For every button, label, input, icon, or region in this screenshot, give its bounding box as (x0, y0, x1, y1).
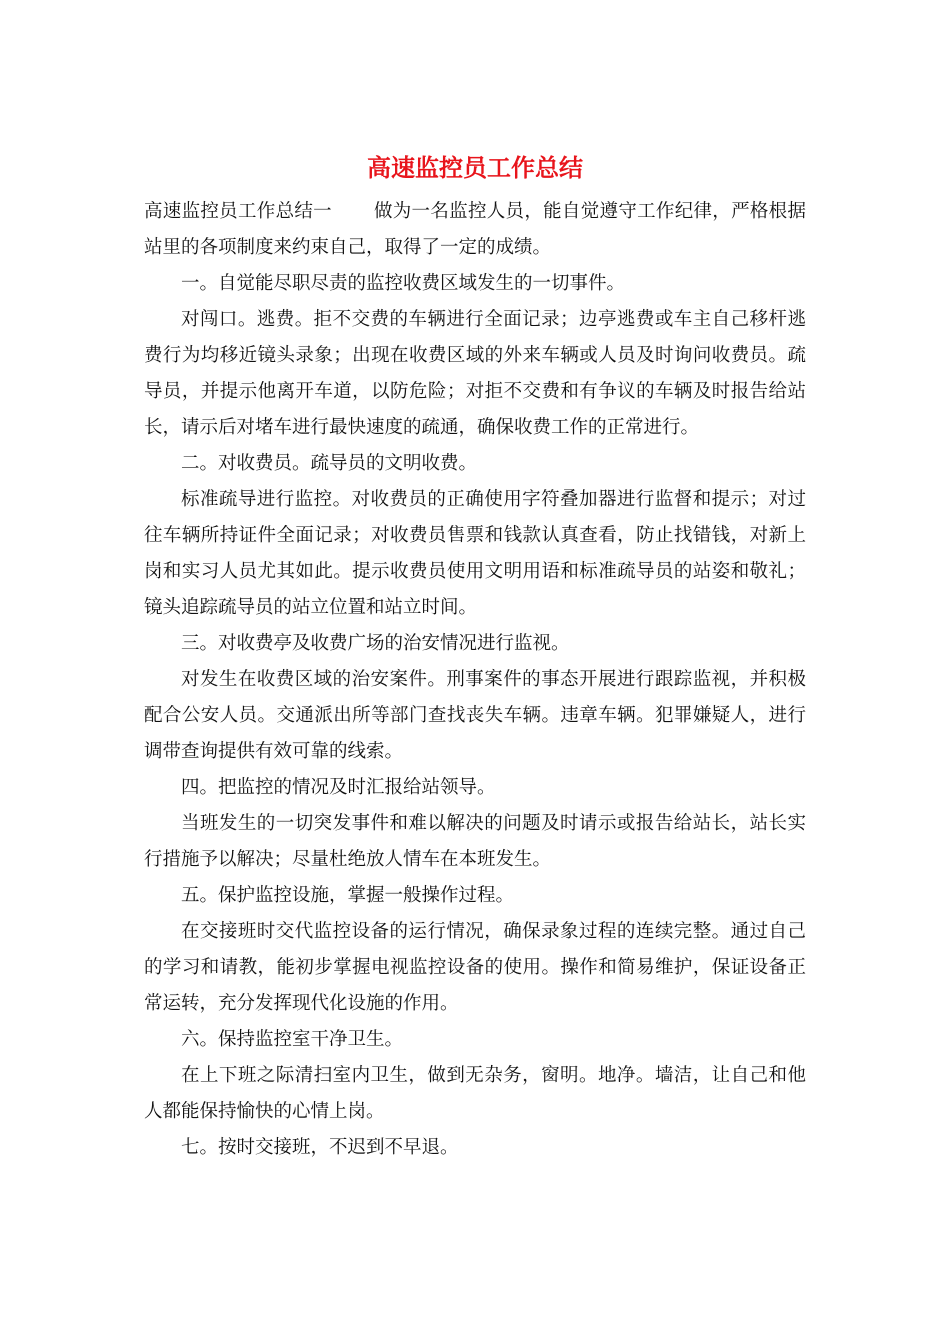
section-heading-4: 四。把监控的情况及时汇报给站领导。 (181, 777, 496, 798)
section-body-4: 当班发生的一切突发事件和难以解决的问题及时请示或报告给站长，站长实行措施予以解决；尽量杜绝放人情车在本班发生。 (144, 813, 806, 870)
section-body-3: 对发生在收费区域的治安案件。刑事案件的事态开展进行跟踪监视，并积极配合公安人员。交通派出所等部门查找丧失车辆。违章车辆。犯罪嫌疑人，进行调带查询提供有效可靠的线索。 (144, 669, 806, 762)
section-heading-2: 二。对收费员。疏导员的文明收费。 (181, 453, 478, 474)
intro-paragraph (144, 194, 806, 266)
section-heading-1: 一。自觉能尽职尽责的监控收费区域发生的一切事件。 (181, 273, 626, 294)
intro-text: 做为一名监控人员，能自觉遵守工作纪律，严格根据站里的各项制度来约束自己，取得了一定的成绩。 (144, 201, 806, 258)
section-body-6: 在上下班之际清扫室内卫生，做到无杂务，窗明。地净。墙洁，让自己和他人都能保持愉快的心情上岗。 (144, 1065, 806, 1122)
document-body (144, 194, 806, 1166)
section-body-5: 在交接班时交代监控设备的运行情况，确保录象过程的连续完整。通过自己的学习和请教，能初步掌握电视监控设备的使用。操作和简易维护，保证设备正常运转，充分发挥现代化设施的作用。 (144, 921, 806, 1014)
section-heading-5: 五。保护监控设施，掌握一般操作过程。 (181, 885, 515, 906)
section-heading-7: 七。按时交接班，不迟到不早退。 (181, 1137, 459, 1158)
section-body-2: 标准疏导进行监控。对收费员的正确使用字符叠加器进行监督和提示；对过往车辆所持证件全面记录；对收费员售票和钱款认真查看，防止找错钱，对新上岗和实习人员尤其如此。提示收费员使用文明用语和标准疏导员的站姿和敬礼；镜头追踪疏导员的站立位置和站立时间。 (144, 489, 806, 618)
section-heading-3: 三。对收费亭及收费广场的治安情况进行监视。 (181, 633, 570, 654)
intro-label: 高速监控员工作总结一 (144, 201, 332, 222)
section-heading-6: 六。保持监控室干净卫生。 (181, 1029, 404, 1050)
document-title: 高速监控员工作总结 (367, 153, 583, 182)
section-body-1: 对闯口。逃费。拒不交费的车辆进行全面记录；边亭逃费或车主自己移杆逃费行为均移近镜头录象；出现在收费区域的外来车辆或人员及时询问收费员。疏导员，并提示他离开车道，以防危险；对拒不交费和有争议的车辆及时报告给站长，请示后对堵车进行最快速度的疏通，确保收费工作的正常进行。 (144, 309, 806, 438)
